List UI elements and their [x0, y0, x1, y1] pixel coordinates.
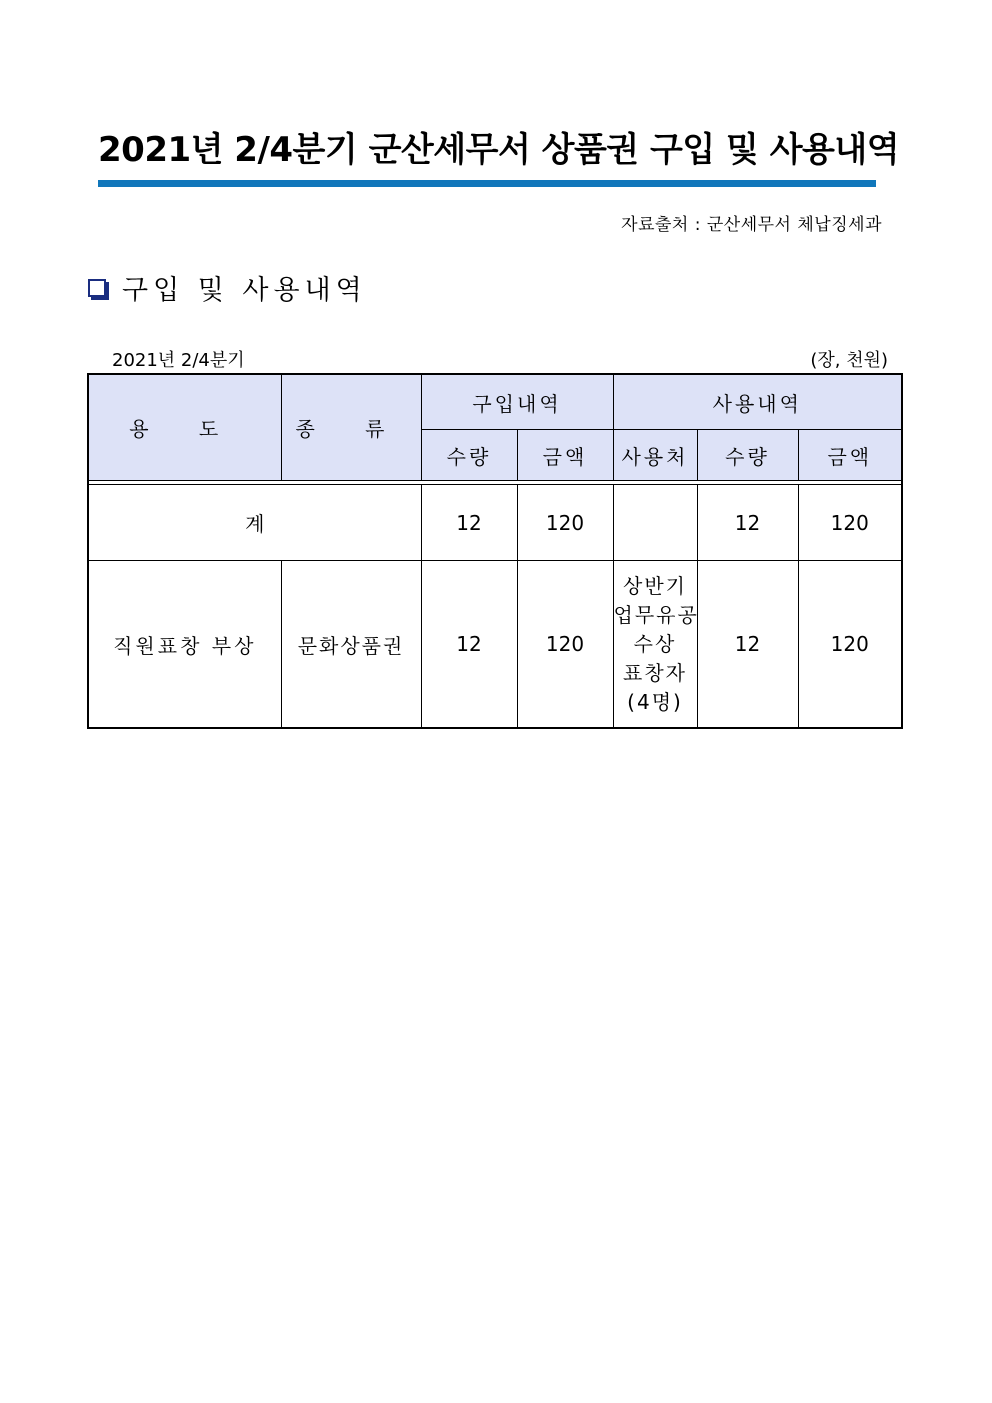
usage-place-line: 업무유공: [613, 602, 699, 627]
header-usage-place: 사용처: [613, 430, 697, 481]
row-purpose: 직원표창 부상: [88, 561, 281, 729]
row-type: 문화상품권: [281, 561, 421, 729]
header-usage-qty: 수량: [697, 430, 798, 481]
usage-place-line: 수상: [633, 631, 677, 656]
usage-place-line: 표창자: [623, 660, 687, 685]
header-purchase-amount: 금액: [517, 430, 613, 481]
usage-place-line: (4명): [627, 689, 683, 714]
header-purpose: 용 도: [88, 374, 281, 481]
title-underline: [98, 180, 876, 187]
table-row: [88, 561, 902, 729]
total-purchase-amount: 120: [517, 485, 613, 561]
header-row-1: [88, 374, 902, 430]
total-purchase-qty: 12: [421, 485, 517, 561]
total-label: 계: [88, 485, 421, 561]
row-usage-qty: 12: [697, 561, 798, 729]
period-label: 2021년 2/4분기: [112, 350, 245, 371]
total-usage-qty: 12: [697, 485, 798, 561]
header-purchase: 구입내역: [421, 374, 613, 430]
header-purchase-qty: 수량: [421, 430, 517, 481]
row-purchase-qty: 12: [421, 561, 517, 729]
section-heading: [88, 268, 367, 307]
total-usage-amount: 120: [798, 485, 902, 561]
usage-place-line: 상반기: [623, 573, 687, 598]
source-note: 자료출처 : 군산세무서 체납징세과: [621, 215, 882, 235]
header-usage-amount: 금액: [798, 430, 902, 481]
page-title: 2021년 2/4분기 군산세무서 상품권 구입 및 사용내역: [98, 130, 900, 170]
row-usage-amount: 120: [798, 561, 902, 729]
row-usage-place: [613, 561, 697, 729]
section-title: 구입 및 사용내역: [122, 275, 367, 306]
header-usage: 사용내역: [613, 374, 902, 430]
row-purchase-amount: 120: [517, 561, 613, 729]
total-usage-place: [613, 485, 697, 561]
total-row: [88, 485, 902, 561]
header-type: 종 류: [281, 374, 421, 481]
unit-label: (장, 천원): [810, 350, 888, 371]
voucher-table: [87, 373, 903, 729]
checkbox-square-icon: [88, 279, 106, 297]
